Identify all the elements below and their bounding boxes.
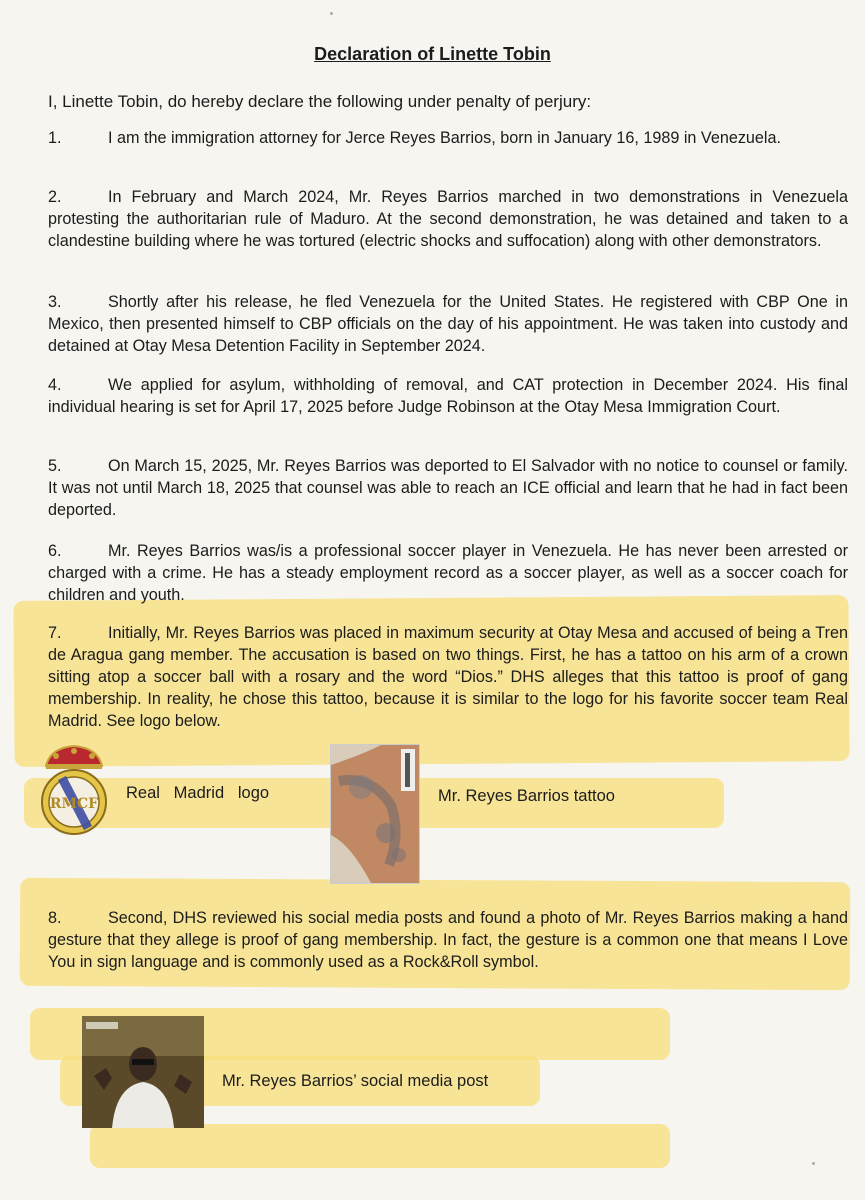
paragraph-number: 6. [48, 542, 62, 560]
paragraph-text: Second, DHS reviewed his social media posts and found a photo of Mr. Reyes Barrios making a hand gesture that they allege is proof of gang membership. In fact, the gesture is a common one that means I Love You in sign language and is commonly used as a Rock&Roll symbol. [48, 909, 848, 971]
paragraph-number: 2. [48, 188, 62, 206]
caption-tattoo: Mr. Reyes Barrios tattoo [438, 787, 615, 805]
paragraph-number: 7. [48, 624, 62, 642]
paragraph-5 [48, 455, 848, 521]
paragraph-6 [48, 540, 848, 606]
paragraph-number: 8. [48, 909, 62, 927]
tattoo-photo [330, 744, 420, 884]
scan-speck [330, 12, 333, 15]
scan-speck [812, 1162, 815, 1165]
paragraph-number: 3. [48, 293, 62, 311]
svg-text:RMCF: RMCF [49, 796, 99, 812]
paragraph-text: I am the immigration attorney for Jerce Reyes Barrios, born in January 16, 1989 in Venezuela. [108, 129, 782, 147]
paragraph-number: 5. [48, 457, 62, 475]
caption-social-media-post: Mr. Reyes Barrios’ social media post [222, 1072, 489, 1090]
real-madrid-logo [36, 742, 112, 838]
paragraph-1 [48, 127, 848, 149]
caption-real-madrid-logo: Real Madrid logo [126, 784, 270, 802]
paragraph-7 [48, 622, 848, 732]
paragraph-text: We applied for asylum, withholding of removal, and CAT protection in December 2024. His final individual hearing is set for April 17, 2025 before Judge Robinson at the Otay Mesa Immigration Court. [48, 376, 848, 416]
paragraph-2 [48, 186, 848, 252]
document-title: Declaration of Linette Tobin [314, 44, 551, 64]
paragraph-text: In February and March 2024, Mr. Reyes Barrios marched in two demonstrations in Venezuela protesting the authoritarian rule of Maduro. At the second demonstration, he was detained and taken to a clandestine building where he was tortured (electric shocks and suffocation) along with other demonstrators. [48, 188, 848, 250]
paragraph-text: Mr. Reyes Barrios was/is a professional soccer player in Venezuela. He has never been arrested or charged with a crime. He has a steady employment record as a soccer player, as well as a soccer coach for children and youth. [48, 542, 848, 604]
paragraph-4 [48, 374, 848, 418]
paragraph-text: On March 15, 2025, Mr. Reyes Barrios was deported to El Salvador with no notice to counsel or family. It was not until March 18, 2025 that counsel was able to reach an ICE official and learn that he had in fact been deported. [48, 457, 848, 519]
highlight-social-bottom [90, 1124, 670, 1168]
paragraph-number: 4. [48, 376, 62, 394]
paragraph-3 [48, 291, 848, 357]
declaration-intro: I, Linette Tobin, do hereby declare the following under penalty of perjury: [48, 92, 592, 111]
paragraph-text: Shortly after his release, he fled Venezuela for the United States. He registered with CBP One in Mexico, then presented himself to CBP officials on the day of his appointment. He was taken into custody and detained at Otay Mesa Detention Facility in September 2024. [48, 293, 848, 355]
paragraph-number: 1. [48, 129, 62, 147]
paragraph-text: Initially, Mr. Reyes Barrios was placed in maximum security at Otay Mesa and accused of being a Tren de Aragua gang member. The accusation is based on two things. First, he has a tattoo on his arm of a crown sitting atop a soccer ball with a rosary and the word “Dios.” DHS alleges that this tattoo is proof of gang membership. In reality, he chose this tattoo, because it is similar to the logo for his favorite soccer team Real Madrid. See logo below. [48, 624, 848, 730]
paragraph-8 [48, 907, 848, 973]
social-media-photo [82, 1016, 204, 1128]
